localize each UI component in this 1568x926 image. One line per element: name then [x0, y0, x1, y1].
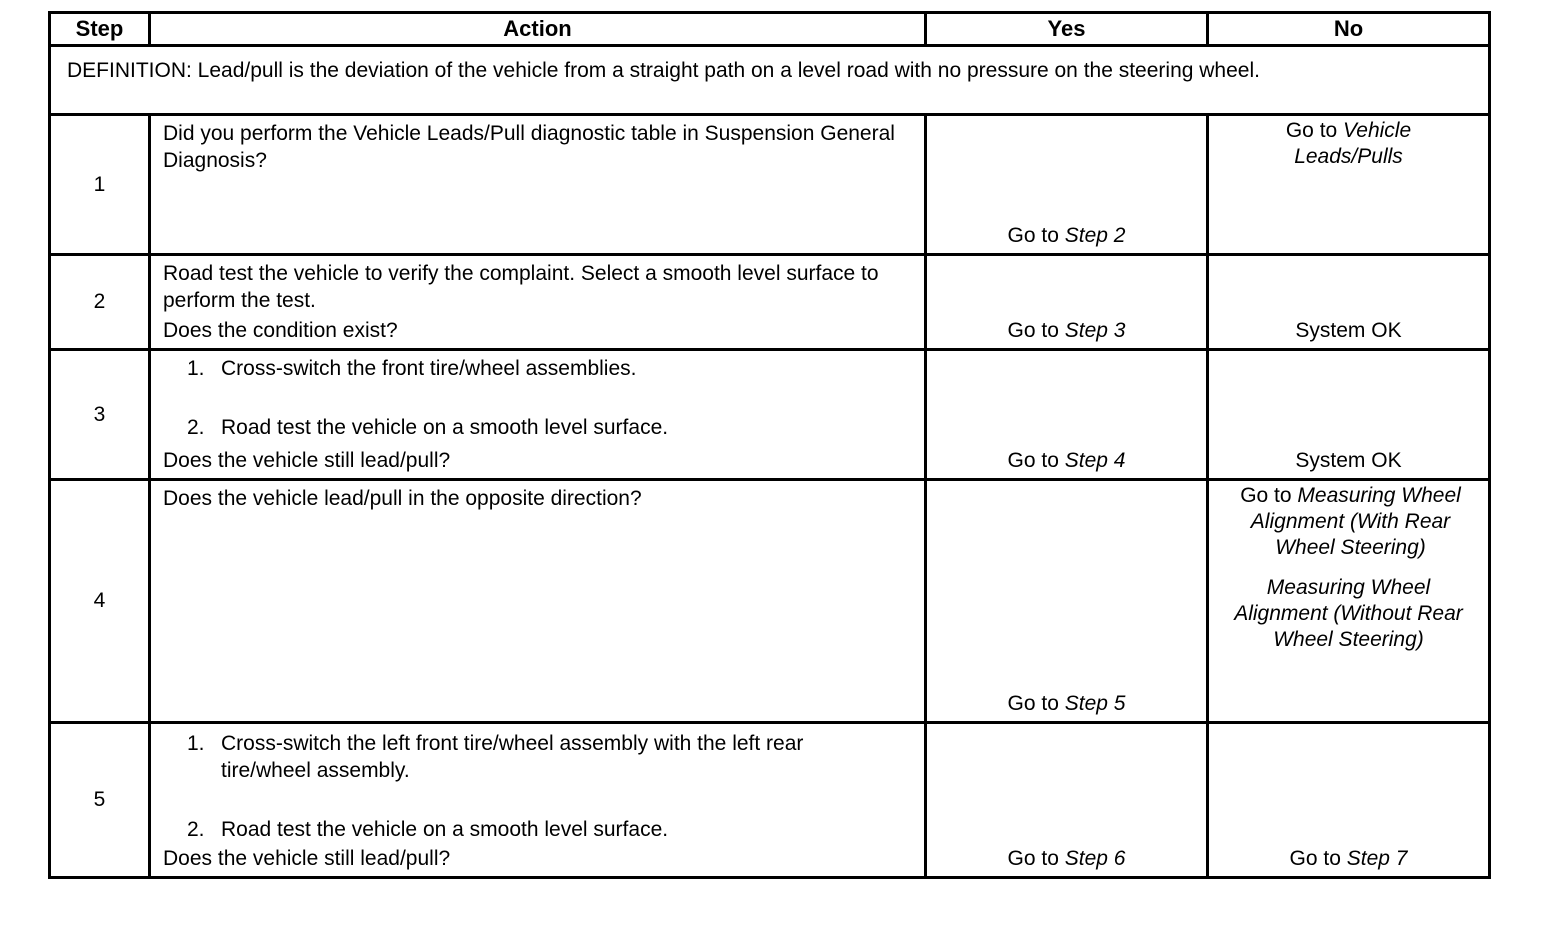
- yes-cell: [926, 255, 1208, 350]
- yes-prefix: Go to: [1007, 319, 1065, 342]
- step-number: 3: [50, 350, 150, 480]
- no-result: System OK: [1295, 319, 1402, 342]
- no-result: [1209, 845, 1488, 872]
- header-no: No: [1208, 13, 1490, 46]
- yes-target-link[interactable]: Step 2: [1064, 224, 1126, 247]
- yes-target-link[interactable]: Step 3: [1064, 319, 1126, 342]
- no-target-link[interactable]: Step 7: [1346, 847, 1408, 870]
- list-item-text: Road test the vehicle on a smooth level surface.: [221, 416, 669, 439]
- no-cell: [1208, 480, 1490, 723]
- definition-row: [50, 46, 1490, 115]
- action-cell: [150, 115, 926, 255]
- yes-target-link[interactable]: Step 5: [1064, 692, 1126, 715]
- action-text: Does the vehicle lead/pull in the opposite direction?: [163, 487, 642, 510]
- list-item: [163, 355, 912, 382]
- action-cell: [150, 723, 926, 878]
- definition-text: DEFINITION: Lead/pull is the deviation of the vehicle from a straight path on a level road with no pressure on the steering wheel.: [50, 46, 1490, 115]
- action-text: Road test the vehicle to verify the complaint. Select a smooth level surface to perform the test.: [163, 262, 879, 312]
- no-result: [1209, 481, 1488, 561]
- list-item-text: Cross-switch the front tire/wheel assemblies.: [221, 357, 637, 380]
- no-cell: [1208, 115, 1490, 255]
- table-row: [50, 255, 1490, 350]
- header-row: [50, 13, 1490, 46]
- no-target-link-2[interactable]: Measuring Wheel Alignment (Without Rear Wheel Steering): [1234, 576, 1463, 651]
- action-text: Did you perform the Vehicle Leads/Pull diagnostic table in Suspension General Diagnosis?: [163, 122, 895, 172]
- no-prefix: Go to: [1285, 119, 1344, 142]
- action-cell: [150, 350, 926, 480]
- yes-cell: [926, 723, 1208, 878]
- no-cell: [1208, 723, 1490, 878]
- action-cell: [150, 255, 926, 350]
- list-item: [163, 816, 912, 843]
- header-action: Action: [150, 13, 926, 46]
- no-prefix: Go to: [1289, 847, 1347, 870]
- list-item-number: 2.: [187, 416, 205, 439]
- no-result: System OK: [1295, 449, 1402, 472]
- table-row: [50, 480, 1490, 723]
- list-item-text: Cross-switch the left front tire/wheel assembly with the left rear tire/wheel assembly.: [221, 732, 804, 782]
- list-item: [163, 730, 912, 784]
- yes-result: [927, 690, 1206, 717]
- table-row: [50, 350, 1490, 480]
- list-item-number: 1.: [187, 732, 205, 755]
- no-prefix: Go to: [1240, 484, 1298, 507]
- list-item-text: Road test the vehicle on a smooth level surface.: [221, 818, 669, 841]
- step-number: 4: [50, 480, 150, 723]
- yes-result: [927, 317, 1206, 344]
- no-cell: [1208, 350, 1490, 480]
- yes-cell: [926, 480, 1208, 723]
- list-item: [163, 414, 912, 441]
- table-row: [50, 115, 1490, 255]
- diagnostic-table-sheet: [48, 11, 1488, 879]
- step-number: 1: [50, 115, 150, 255]
- diagnostic-table: [48, 11, 1491, 879]
- yes-result: [927, 845, 1206, 872]
- yes-cell: [926, 350, 1208, 480]
- yes-prefix: Go to: [1007, 847, 1065, 870]
- yes-result: [927, 447, 1206, 474]
- action-steps: [151, 724, 924, 849]
- yes-result: [927, 222, 1206, 249]
- action-question: Does the vehicle still lead/pull?: [163, 449, 451, 472]
- step-number: 5: [50, 723, 150, 878]
- action-steps: [151, 351, 924, 447]
- no-cell: [1208, 255, 1490, 350]
- no-target-link[interactable]: Measuring Wheel Alignment (With Rear Wheel Steering): [1250, 484, 1461, 559]
- step-number: 2: [50, 255, 150, 350]
- yes-prefix: Go to: [1007, 692, 1065, 715]
- action-question: Does the condition exist?: [163, 319, 398, 342]
- yes-prefix: Go to: [1007, 449, 1065, 472]
- yes-target-link[interactable]: Step 6: [1064, 847, 1126, 870]
- list-item-number: 2.: [187, 818, 205, 841]
- header-yes: Yes: [926, 13, 1208, 46]
- action-question: Does the vehicle still lead/pull?: [163, 847, 451, 870]
- table-row: [50, 723, 1490, 878]
- no-target-link[interactable]: Vehicle Leads/Pulls: [1294, 119, 1412, 168]
- action-cell: [150, 480, 926, 723]
- no-result-alt: [1209, 561, 1488, 653]
- list-item-number: 1.: [187, 357, 205, 380]
- no-result: [1209, 116, 1488, 170]
- yes-cell: [926, 115, 1208, 255]
- yes-prefix: Go to: [1007, 224, 1065, 247]
- yes-target-link[interactable]: Step 4: [1064, 449, 1126, 472]
- header-step: Step: [50, 13, 150, 46]
